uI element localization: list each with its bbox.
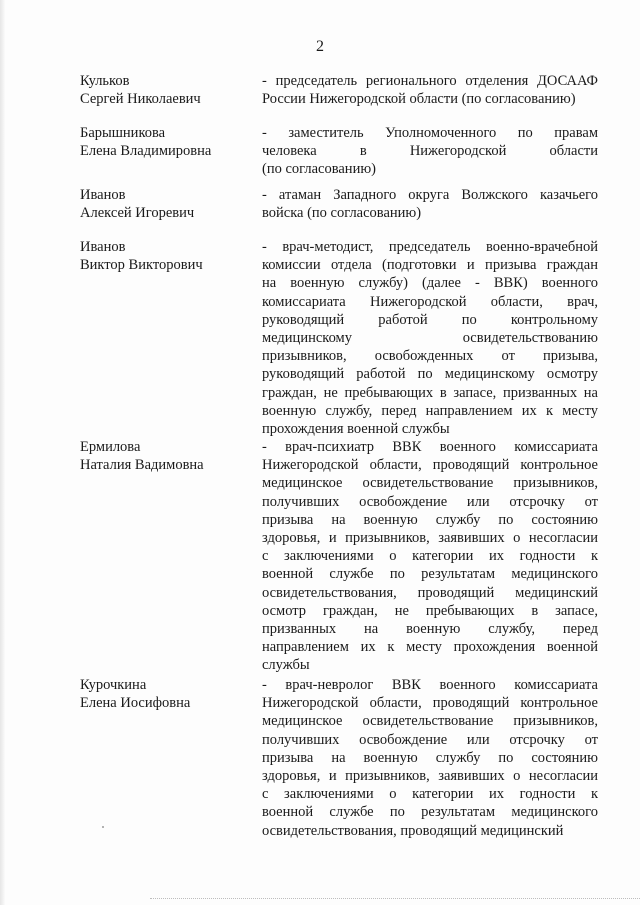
- description-line: здоровья, и призывников, заявивших о несогласии: [262, 530, 598, 547]
- member-name: [80, 124, 255, 160]
- description-line: призванных на военную службу, перед: [262, 621, 598, 638]
- description-line: руководящий работой по медицинскому осмотру: [262, 366, 598, 383]
- description-line: (по согласованию): [262, 161, 376, 178]
- member-name: [80, 72, 255, 108]
- description-line: медицинскому освидетельствованию: [262, 330, 598, 347]
- description-line: Нижегородской области, проводящий контрольное: [262, 695, 598, 712]
- description-line: здоровья, и призывников, заявивших о несогласии: [262, 768, 598, 785]
- description-line: военной службе по результатам медицинского: [262, 566, 598, 583]
- description-line: призыва на военную службу по состоянию: [262, 511, 598, 528]
- member-surname: Курочкина: [80, 677, 147, 693]
- description-line: с заключениями о категории их годности к: [262, 786, 598, 803]
- description-line: службы: [262, 657, 310, 674]
- member-given-names: Елена Владимировна: [80, 143, 212, 159]
- member-given-names: Виктор Викторович: [80, 257, 203, 273]
- description-line: России Нижегородской области (по согласованию): [262, 91, 576, 108]
- member-given-names: Сергей Николаевич: [80, 91, 201, 107]
- member-role-description: [262, 676, 598, 840]
- member-surname: Ермилова: [80, 439, 141, 455]
- description-line: граждан, не пребывающих в запасе, призванных на: [262, 384, 598, 401]
- member-surname: Иванов: [80, 187, 126, 203]
- description-line: направлением их к месту прохождения военной: [262, 639, 598, 656]
- description-line: осмотр граждан, не пребывающих в запасе,: [262, 602, 598, 619]
- description-line: комиссии отдела (подготовки и призыва граждан: [262, 257, 598, 274]
- description-line: с заключениями о категории их годности к: [262, 548, 598, 565]
- description-line: получивших освобождение или отсрочку от: [262, 731, 598, 748]
- description-line: - заместитель Уполномоченного по правам: [262, 125, 598, 141]
- description-line: призывников, освобожденных от призыва,: [262, 348, 598, 365]
- member-role-description: [262, 438, 598, 675]
- member-given-names: Елена Иосифовна: [80, 695, 191, 711]
- description-line: призыва на военную службу по состоянию: [262, 749, 598, 766]
- description-line: Нижегородской области, проводящий контрольное: [262, 457, 598, 474]
- description-line: комиссариата Нижегородской области, врач,: [262, 293, 598, 310]
- description-line: на военную службу) (далее - ВВК) военного: [262, 275, 598, 292]
- member-surname: Барышникова: [80, 125, 166, 141]
- description-line: получивших освобождение или отсрочку от: [262, 493, 598, 510]
- member-given-names: Алексей Игоревич: [80, 205, 195, 221]
- member-name: [80, 238, 255, 274]
- description-line: - председатель регионального отделения ДОСААФ: [262, 73, 598, 89]
- description-line: человека в Нижегородской области: [262, 143, 598, 160]
- scan-speck: [102, 826, 104, 828]
- description-line: руководящий работой по контрольному: [262, 311, 598, 328]
- description-line: прохождения военной службы: [262, 421, 450, 438]
- description-line: освидетельствования, проводящий медицинский: [262, 822, 564, 839]
- description-line: медицинское освидетельствование призывников,: [262, 475, 598, 492]
- member-role-description: [262, 124, 598, 179]
- description-line: войска (по согласованию): [262, 205, 422, 222]
- description-line: военную службу, перед направлением их к месту: [262, 402, 598, 419]
- description-line: военной службе по результатам медицинского: [262, 804, 598, 821]
- description-line: освидетельствования, проводящий медицинский: [262, 584, 598, 601]
- scan-edge-bottom: [150, 898, 640, 899]
- description-line: - атаман Западного округа Волжского казачьего: [262, 187, 598, 203]
- member-role-description: [262, 186, 598, 222]
- member-role-description: [262, 72, 598, 108]
- member-given-names: Наталия Вадимовна: [80, 457, 204, 473]
- page-number: 2: [316, 38, 324, 55]
- scan-edge-shadow: [0, 0, 6, 905]
- member-name: [80, 438, 255, 474]
- description-line: - врач-методист, председатель военно-врачебной: [262, 239, 598, 255]
- member-surname: Иванов: [80, 239, 126, 255]
- description-line: - врач-психиатр ВВК военного комиссариата: [262, 439, 598, 455]
- member-surname: Кульков: [80, 73, 130, 89]
- description-line: - врач-невролог ВВК военного комиссариата: [262, 677, 598, 693]
- member-name: [80, 676, 255, 712]
- member-name: [80, 186, 255, 222]
- description-line: медицинское освидетельствование призывников,: [262, 713, 598, 730]
- member-role-description: [262, 238, 598, 438]
